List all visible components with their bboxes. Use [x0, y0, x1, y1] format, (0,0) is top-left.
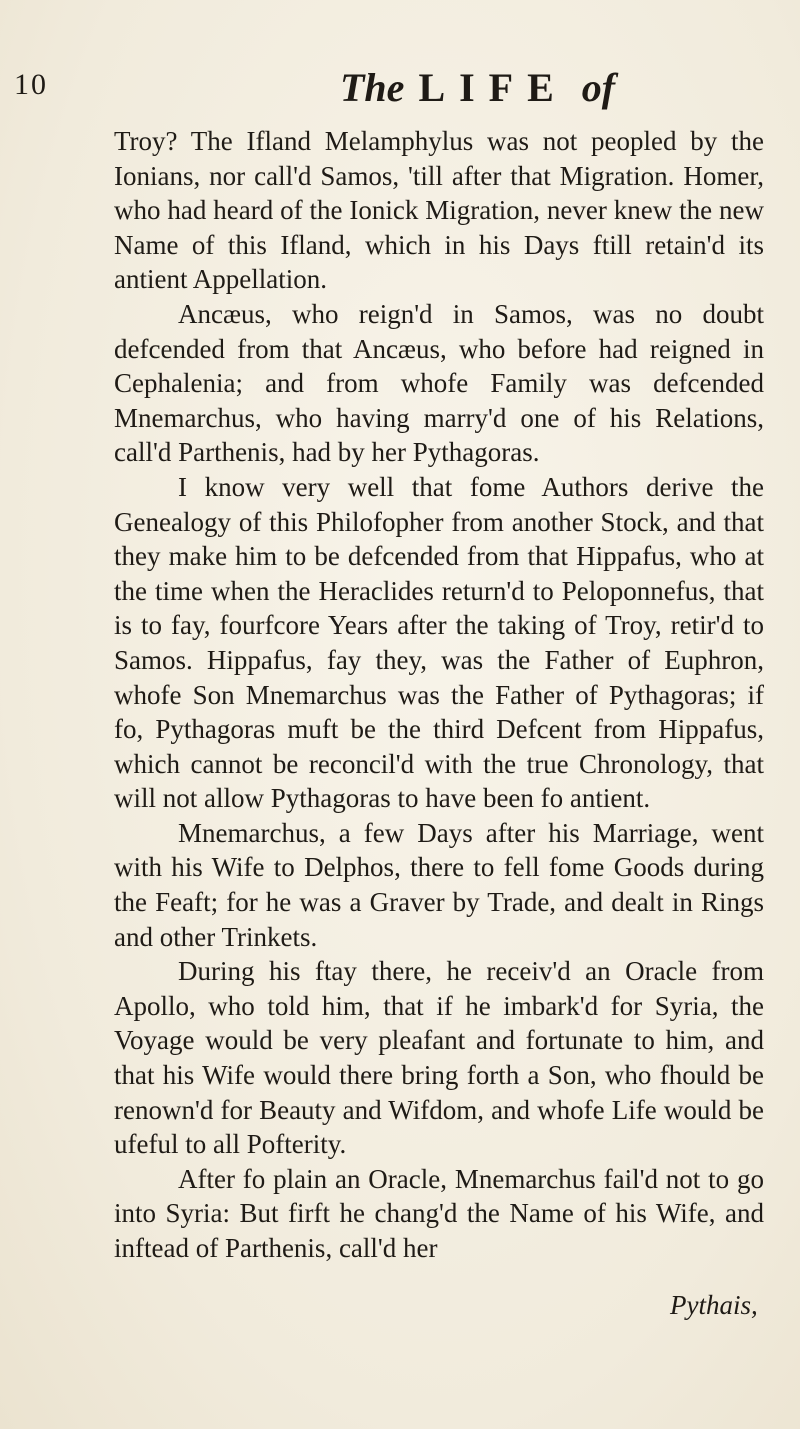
running-head-life: LIFE [418, 65, 568, 110]
paragraph-1: Troy? The Ifland Melamphylus was not peopled by the Ionians, nor call'd Samos, 'till after that Migration. Homer, who had heard of the Ionick Migration, never knew the new Name of this Ifland, which in his Days ftill retain'd its antient Appellation. [114, 126, 764, 295]
catchword: Pythais, [670, 1290, 758, 1320]
running-head [340, 64, 615, 111]
body-text [114, 124, 764, 1266]
paragraph-5: During his ftay there, he receiv'd an Oracle from Apollo, who told him, that if he imbark'd for Syria, the Voyage would be very pleafant and fortunate to him, and that his Wife would there bring forth a Son, who fhould be renown'd for Beauty and Wifdom, and whofe Life would be ufeful to all Pofterity. [114, 956, 764, 1160]
paragraph-2: Ancæus, who reign'd in Samos, was no doubt defcended from that Ancæus, who before had reigned in Cephalenia; and from whofe Family was defcended Mnemarchus, who having marry'd one of his Relations, call'd Parthenis, had by her Pythagoras. [114, 298, 764, 468]
paragraph-3: I know very well that fome Authors derive the Genealogy of this Philofopher from another Stock, and that they make him to be defcended from that Hippafus, who at the time when the Heraclides return'd to Peloponnefus, that is to fay, fourfcore Years after the taking of Troy, retir'd to Samos. Hippafus, fay they, was the Father of Euphron, whofe Son Mnemarchus was the Father of Pythagoras; if fo, Pythagoras muft be the third Defcent from Hippafus, which cannot be reconcil'd with the true Chronology, that will not allow Pythagoras to have been fo antient. [114, 471, 764, 814]
running-head-of: of [581, 65, 616, 110]
running-head-the: The [340, 65, 405, 110]
page-number: 10 [14, 68, 48, 101]
paragraph-4: Mnemarchus, a few Days after his Marriage, went with his Wife to Delphos, there to fell fome Goods during the Feaft; for he was a Graver by Trade, and dealt in Rings and other Trinkets. [114, 817, 764, 952]
paragraph-6: After fo plain an Oracle, Mnemarchus fail'd not to go into Syria: But firft he chang'd the Name of his Wife, and inftead of Parthenis, call'd her [114, 1163, 764, 1263]
